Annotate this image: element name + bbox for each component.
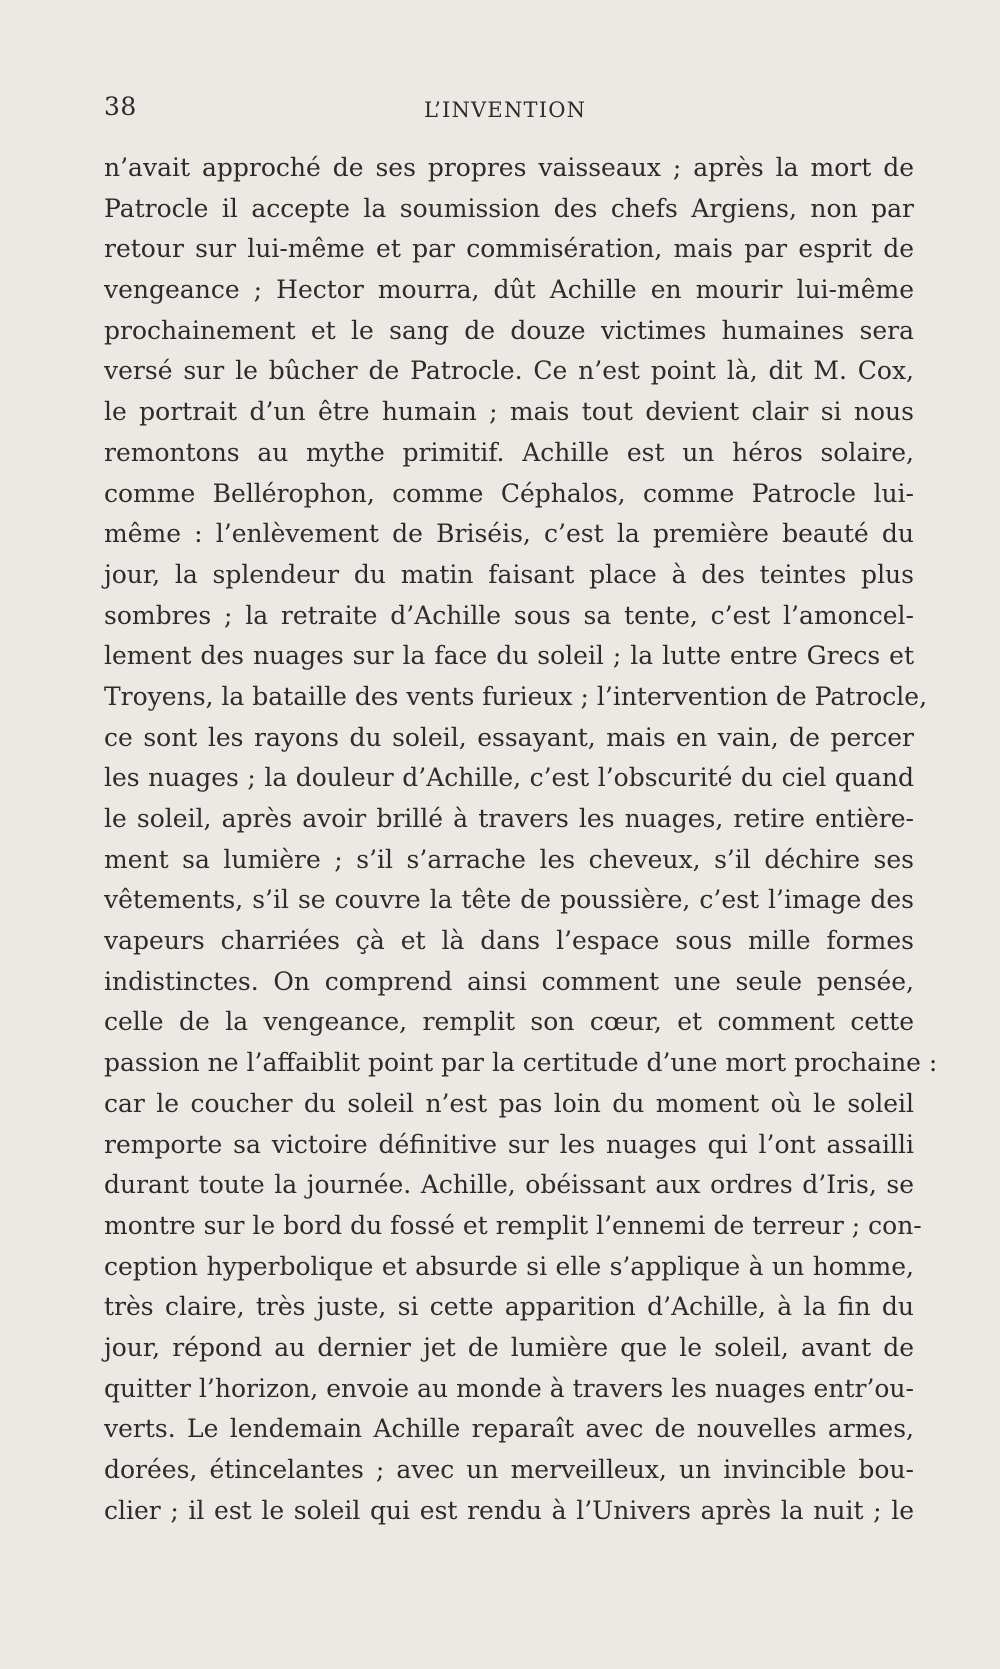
text-line: Patrocle il accepte la soumission des chefs Argiens, non par	[104, 193, 914, 223]
text-line: remporte sa victoire définitive sur les nuages qui l’ont assailli	[104, 1129, 914, 1159]
text-line: jour, répond au dernier jet de lumière que le soleil, avant de	[104, 1332, 914, 1362]
body-text	[104, 148, 938, 1531]
page-number: 38	[104, 92, 137, 121]
text-line: le soleil, après avoir brillé à travers les nuages, retire entière-	[104, 804, 914, 833]
text-line: lement des nuages sur la face du soleil ; la lutte entre Grecs et	[104, 641, 914, 671]
text-line: vapeurs charriées çà et là dans l’espace sous mille formes	[104, 926, 914, 956]
text-line: montre sur le bord du fossé et remplit l’ennemi de terreur ; con-	[104, 1210, 922, 1240]
text-line: remontons au mythe primitif. Achille est un héros solaire,	[104, 437, 914, 467]
text-line: les nuages ; la douleur d’Achille, c’est l’obscurité du ciel quand	[104, 763, 914, 793]
text-line: ment sa lumière ; s’il s’arrache les cheveux, s’il déchire ses	[104, 844, 914, 874]
text-line: quitter l’horizon, envoie au monde à travers les nuages entr’ou-	[104, 1373, 914, 1403]
text-line: car le coucher du soleil n’est pas loin du moment où le soleil	[104, 1088, 914, 1118]
text-line: vêtements, s’il se couvre la tête de poussière, c’est l’image des	[104, 885, 914, 915]
text-line: verts. Le lendemain Achille reparaît avec de nouvelles armes,	[104, 1414, 914, 1444]
text-line: comme Bellérophon, comme Céphalos, comme Patrocle lui-	[104, 478, 914, 508]
running-head: L’INVENTION	[424, 98, 587, 122]
text-line: retour sur lui-même et par commisération, mais par esprit de	[104, 234, 914, 264]
text-line: durant toute la journée. Achille, obéissant aux ordres d’Iris, se	[104, 1170, 914, 1200]
text-line: même : l’enlèvement de Briséis, c’est la première beauté du	[104, 519, 914, 549]
text-line: n’avait approché de ses propres vaisseaux ; après la mort de	[104, 153, 914, 182]
text-line: jour, la splendeur du matin faisant place à des teintes plus	[104, 559, 914, 589]
text-line: indistinctes. On comprend ainsi comment une seule pensée,	[104, 966, 914, 996]
text-line: celle de la vengeance, remplit son cœur, et comment cette	[104, 1007, 914, 1037]
text-line: ce sont les rayons du soleil, essayant, mais en vain, de percer	[104, 722, 914, 752]
text-line: très claire, très juste, si cette apparition d’Achille, à la fin du	[104, 1292, 914, 1322]
text-line: versé sur le bûcher de Patrocle. Ce n’est point là, dit M. Cox,	[104, 356, 914, 386]
text-line: passion ne l’affaiblit point par la certitude d’une mort prochaine :	[104, 1048, 938, 1078]
text-line: prochainement et le sang de douze victimes humaines sera	[104, 315, 914, 345]
text-line: ception hyperbolique et absurde si elle s’applique à un homme,	[104, 1251, 914, 1281]
page-header	[104, 92, 914, 132]
text-line: Troyens, la bataille des vents furieux ; l’intervention de Patrocle,	[104, 681, 928, 711]
text-line: vengeance ; Hector mourra, dût Achille en mourir lui-même	[104, 275, 914, 305]
text-line: sombres ; la retraite d’Achille sous sa tente, c’est l’amoncel-	[104, 600, 914, 630]
text-line: dorées, étincelantes ; avec un merveilleux, un invincible bou-	[104, 1455, 914, 1484]
text-line: clier ; il est le soleil qui est rendu à l’Univers après la nuit ; le	[104, 1495, 914, 1525]
text-line: le portrait d’un être humain ; mais tout devient clair si nous	[104, 397, 914, 427]
